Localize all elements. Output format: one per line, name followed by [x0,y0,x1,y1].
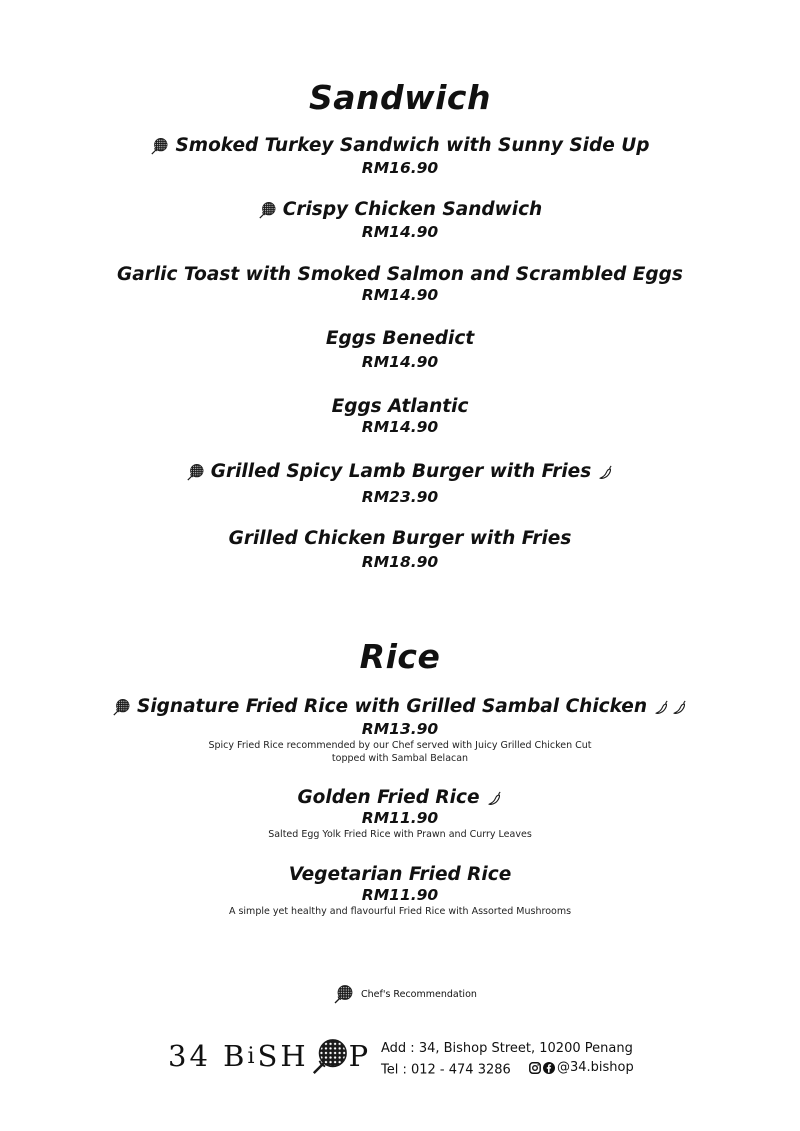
section-title-rice: Rice [359,637,441,676]
item-price: RM11.90 [361,809,439,827]
item-description: Salted Egg Yolk Fried Rice with Prawn and Curry Leaves [268,829,532,840]
item-description: topped with Sambal Belacan [331,753,469,764]
menu-item [0,528,800,572]
menu-item [0,696,800,765]
facebook-icon [543,1062,555,1074]
item-price: RM11.90 [361,886,439,904]
instagram-icon [529,1062,541,1074]
item-name: Grilled Chicken Burger with Fries [228,528,572,549]
item-name: Garlic Toast with Smoked Salmon and Scrambled Eggs [117,264,683,285]
item-price: RM13.90 [361,720,439,738]
chef-recommendation-icon [112,698,130,716]
contact-info [381,1039,634,1080]
item-price: RM14.90 [361,286,439,304]
menu-item [0,864,800,918]
menu-item [0,787,800,841]
legend [333,984,477,1004]
social-handle: @34.bishop [556,1060,634,1075]
chef-recommendation-icon [186,463,204,481]
menu-item [0,264,800,305]
item-name: Golden Fried Rice [297,787,480,808]
chili-icon [487,790,503,806]
section-title-sandwich: Sandwich [308,78,491,117]
menu-item [0,461,800,507]
telephone: Tel : 012 - 474 3286 [381,1062,511,1078]
legend-label: Chef's Recommendation [361,988,477,1000]
item-name: Smoked Turkey Sandwich with Sunny Side Up [175,135,650,156]
item-description: Spicy Fried Rice recommended by our Chef served with Juicy Grilled Chicken Cut [208,740,592,751]
brand-logo: 34 B i SH P [168,1036,371,1076]
menu-item [0,199,800,242]
item-name: Crispy Chicken Sandwich [282,199,543,220]
item-price: RM14.90 [361,223,439,241]
address: Add : 34, Bishop Street, 10200 Penang [381,1041,633,1056]
pomegranate-logo-icon [310,1036,348,1076]
item-price: RM16.90 [361,159,439,177]
pomegranate-icon [333,984,353,1004]
menu-item [0,135,800,178]
menu-item [0,328,800,372]
chili-icon [598,464,614,480]
footer [168,1036,648,1082]
item-name: Signature Fried Rice with Grilled Sambal Chicken [137,696,647,717]
item-price: RM23.90 [361,488,439,506]
item-price: RM18.90 [361,553,439,571]
chili-icon [672,699,688,715]
item-price: RM14.90 [361,418,439,436]
item-name: Eggs Benedict [325,328,475,349]
item-description: A simple yet healthy and flavourful Fried Rice with Assorted Mushrooms [228,906,572,917]
chef-recommendation-icon [150,137,168,155]
item-price: RM14.90 [361,353,439,371]
chef-recommendation-icon [258,201,276,219]
menu-item [0,396,800,437]
item-name: Grilled Spicy Lamb Burger with Fries [210,461,592,482]
item-name: Vegetarian Fried Rice [288,864,512,885]
item-name: Eggs Atlantic [331,396,469,417]
chili-icon [654,699,670,715]
